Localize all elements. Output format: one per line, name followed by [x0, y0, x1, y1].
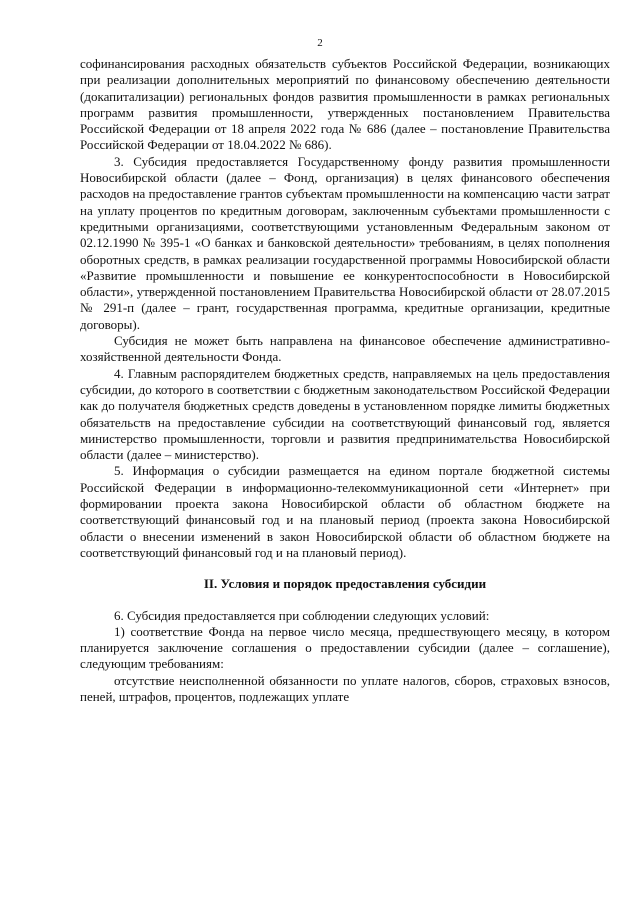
paragraph: 1) соответствие Фонда на первое число месяца, предшествующего месяцу, в котором планируется заключение соглашения о предоставлении субсидии (далее – соглашение), следующим требованиям: — [80, 623, 610, 672]
paragraph: 4. Главным распорядителем бюджетных средств, направляемых на цель предоставления субсидии, до которого в соответствии с бюджетным законодательством Российской Федерации как до получателя бюджетных средств доведены в установленном порядке лимиты бюджетных обязательств на предоставление субсидии на соответствующий финансовый год, является министерство промышленности, торговли и развития предпринимательства Новосибирской области (далее – министерство). — [80, 365, 610, 463]
document-body — [80, 56, 610, 705]
paragraph: 5. Информация о субсидии размещается на едином портале бюджетной системы Российской Федерации в информационно-телекоммуникационной сети «Интернет» при формировании проекта закона Новосибирской области об областном бюджете на соответствующий финансовый год и на плановый период (проекта закона Новосибирской области о внесении изменений в закон Новосибирской области об областном бюджете на соответствующий финансовый год и на плановый период). — [80, 463, 610, 560]
paragraph: 3. Субсидия предоставляется Государственному фонду развития промышленности Новосибирской области (далее – Фонд, организация) в целях финансового обеспечения расходов на предоставление грантов субъектам промышленности на компенсацию части затрат на уплату процентов по кредитным договорам, заключенным субъектами промышленности с кредитными организациями, соответствующими установленным Федеральным законом от 02.12.1990 № 395-1 «О банках и банковской деятельности» требованиям, в целях пополнения оборотных средств, в рамках реализации государственной программы Новосибирской области «Развитие промышленности и повышение ее конкурентоспособности в Новосибирской области», утвержденной постановлением Правительства Новосибирской области от 28.07.2015 № 291-п (далее – грант, государственная программа, кредитные организации, кредитные договоры). — [80, 153, 610, 332]
paragraph: отсутствие неисполненной обязанности по уплате налогов, сборов, страховых взносов, пеней, штрафов, процентов, подлежащих уплате — [80, 672, 610, 704]
paragraph: софинансирования расходных обязательств субъектов Российской Федерации, возникающих при реализации дополнительных мероприятий по финансовому обеспечению деятельности (докапитализации) региональных фондов развития промышленности в рамках региональных программ развития промышленности, утвержденных постановлением Правительства Российской Федерации от 18 апреля 2022 года № 686 (далее – постановление Правительства Российской Федерации от 18.04.2022 № 686). — [80, 56, 610, 153]
page-number: 2 — [317, 37, 323, 49]
paragraphs-after-heading — [80, 608, 610, 706]
paragraph: 6. Субсидия предоставляется при соблюдении следующих условий: — [114, 607, 490, 623]
paragraph: Субсидия не может быть направлена на финансовое обеспечение административно-хозяйственной деятельности Фонда. — [80, 333, 610, 365]
section-heading: II. Условия и порядок предоставления субсидии — [203, 576, 487, 592]
paragraphs-before-heading — [80, 56, 610, 561]
